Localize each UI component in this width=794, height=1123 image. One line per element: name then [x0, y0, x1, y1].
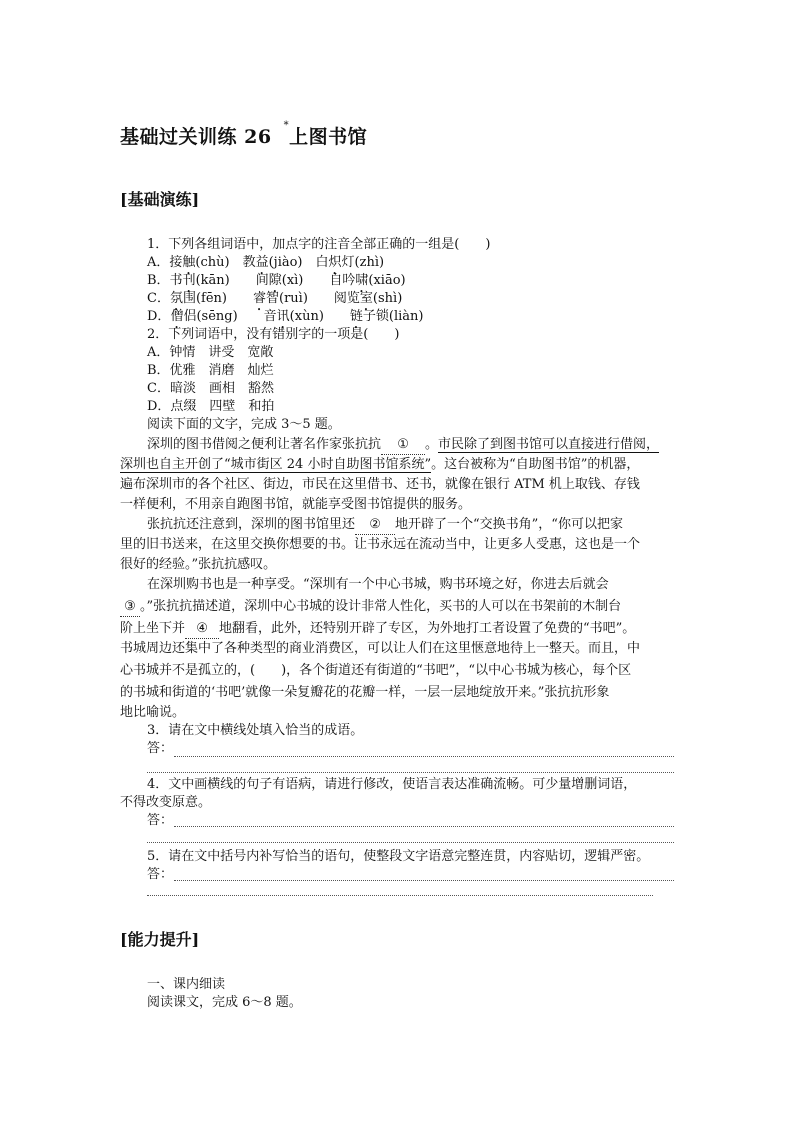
underlined-sentence-part2: 深圳也自主开创了“城市街区 24 小时自助图书馆系统” — [120, 457, 432, 472]
title-star: * — [283, 120, 290, 131]
part-intro: 阅读课文，完成 6～8 题。 — [147, 995, 302, 1010]
passage-line: 心书城并不是孤立的，( )，各个街道还有街道的“书吧”，“以中心书城为核心，每个区 — [120, 663, 632, 678]
passage-line: ③ 。”张抗抗描述道，深圳中心书城的设计非常人性化，买书的人可以在书架前的木制台 — [120, 598, 621, 617]
title-sub: 上图书馆 — [289, 126, 368, 148]
passage-line: 阶上坐下并 ④ 地翻看，此外，还特别开辟了专区，为外地打工者设置了免费的“书吧”。 — [120, 620, 635, 639]
blank-4: ④ — [185, 620, 219, 639]
blank-3: ③ — [120, 598, 140, 617]
blank-1: ① — [381, 436, 425, 455]
q4-stem-line1: 4．文中画横线的句子有语病，请进行修改，使语言表达准确流畅。可少量增删词语， — [147, 777, 637, 792]
title-main: 基础过关训练 26 — [120, 126, 272, 148]
passage-line: 地比喻说。 — [120, 705, 186, 720]
q5-answer-label: 答： — [147, 867, 174, 882]
q5-answer-line[interactable] — [174, 880, 674, 881]
passage-line: 深圳也自主开创了“城市街区 24 小时自助图书馆系统”。这台被称为“自助图书馆”的机器， — [120, 457, 640, 472]
q4-answer-label: 答： — [147, 813, 174, 828]
passage-line: 里的旧书送来，在这里交换你想要的书。让书永远在流动当中，让更多人受惠，这也是一个 — [120, 537, 641, 552]
passage-line: 深圳的图书借阅之便利让著名作家张抗抗 ① 。市民除了到图书馆可以直接进行借阅， — [147, 436, 659, 455]
q5-stem: 5．请在文中括号内补写恰当的语句，使整段文字语意完整连贯，内容贴切，逻辑严密。 — [147, 849, 650, 864]
q1-option-d: D．僧侣(sēng) 音讯(xùn) 链子锁(liàn) — [147, 309, 424, 324]
q4-answer-line[interactable] — [147, 842, 674, 843]
section-heading-basic: [基础演练] — [120, 190, 200, 209]
q2-option-c: C．暗淡 画相 豁然 — [147, 381, 274, 396]
passage-line: 一样便利，不用亲自跑图书馆，就能享受图书馆提供的服务。 — [120, 497, 472, 512]
q1-option-a: A．接触(chù) 教益(jiào) 白炽灯(zhì) — [147, 255, 385, 270]
blank-2: ② — [355, 516, 395, 535]
passage-line: 张抗抗还注意到，深圳的图书馆里还 ② 地开辟了一个“交换书角”，“你可以把家 — [147, 516, 623, 535]
q2-stem: 2．下列词语中，没有错别字的一项是( ) — [147, 327, 400, 342]
passage-line: 在深圳购书也是一种享受。“深圳有一个中心书城，购书环境之好，你进去后就会 — [147, 577, 609, 592]
q1-option-c: C．氛围(fēn) 睿智(ruì) 阅览室(shì) — [147, 291, 403, 306]
passage-line: 书城周边还集中了各种类型的商业消费区，可以让人们在这里惬意地待上一整天。而且，中 — [120, 641, 641, 656]
q1-option-b: B．书刊(kān) 间隙(xì) 自吟啸(xiāo) — [147, 273, 406, 288]
underlined-sentence-part1: 市民除了到图书馆可以直接进行借阅， — [438, 437, 660, 452]
q4-stem-line2: 不得改变原意。 — [120, 795, 212, 810]
q2-option-d: D．点缀 四壁 和拍 — [147, 399, 275, 414]
part-heading: 一、课内细读 — [147, 977, 226, 992]
passage-line: 很好的经验。”张抗抗感叹。 — [120, 557, 277, 572]
section-heading-advanced: [能力提升] — [120, 930, 200, 949]
q3-answer-line[interactable] — [147, 772, 674, 773]
q3-answer-label: 答： — [147, 741, 174, 756]
page-title — [120, 122, 367, 149]
q3-stem: 3．请在文中横线处填入恰当的成语。 — [147, 723, 364, 738]
passage-line: 的书城和街道的‘书吧’就像一朵复瓣花的花瓣一样，一层一层地绽放开来。”张抗抗形象 — [120, 685, 610, 700]
reading-intro: 阅读下面的文字，完成 3～5 题。 — [147, 417, 341, 432]
q2-option-a: A．钟情 讲受 宽敞 — [147, 345, 274, 360]
q2-option-b: B．优雅 消磨 灿烂 — [147, 363, 274, 378]
q5-answer-line[interactable] — [147, 895, 653, 896]
q4-answer-line[interactable] — [174, 826, 674, 827]
passage-line: 遍布深圳市的各个社区、街边，市民在这里借书、还书，就像在银行 ATM 机上取钱、存钱 — [120, 477, 640, 492]
q1-stem: 1．下列各组词语中，加点字的注音全部正确的一组是( ) — [147, 237, 491, 252]
q3-answer-line[interactable] — [174, 756, 674, 757]
